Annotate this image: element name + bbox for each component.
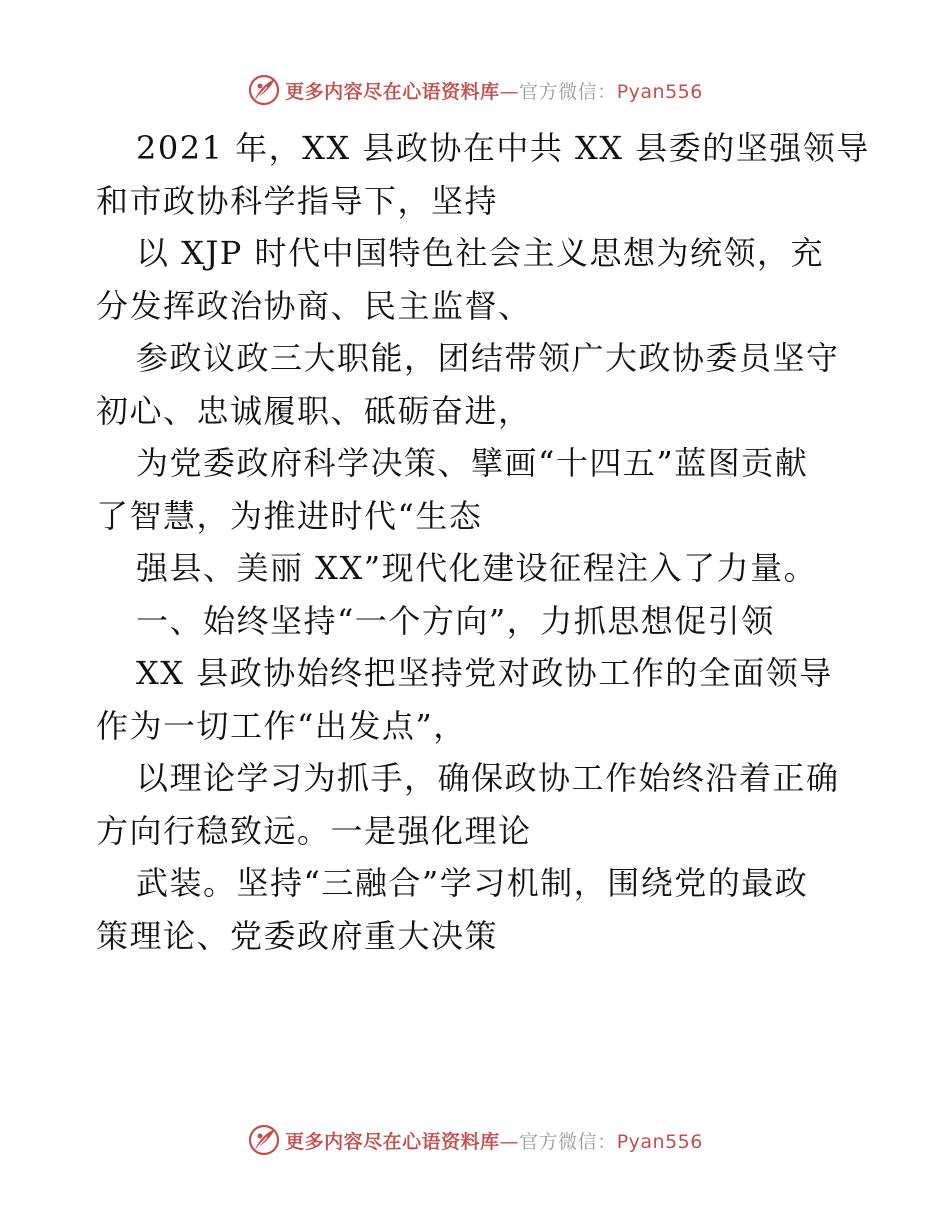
header-banner: [0, 70, 950, 110]
header-banner-wechat-id: Pyan556: [616, 80, 703, 103]
text-line: 分发挥政治协商、民主监督、: [96, 286, 532, 325]
header-banner-main: 更多内容尽在心语资料库: [285, 80, 500, 103]
text-line: 武装。坚持“三融合”学习机制，围绕党的最政: [136, 864, 809, 902]
footer-banner-wechat-label: 官方微信：: [519, 1130, 617, 1153]
footer-banner-text: [285, 1127, 703, 1154]
document-body: [96, 122, 876, 962]
text-line: 以 XJP 时代中国特色社会主义思想为统领，充: [136, 234, 824, 272]
text-line: 为党委政府科学决策、擘画“十四五”蓝图贡献: [136, 444, 809, 482]
quill-pen-logo-icon: [247, 73, 281, 107]
section-heading: 一、始终坚持“一个方向”，力抓思想促引领: [136, 601, 775, 640]
text-line: 和市政协科学指导下，坚持: [96, 181, 499, 220]
text-line: 参政议政三大职能，团结带领广大政协委员坚守: [136, 339, 840, 377]
text-line: 强县、美丽 XX”现代化建设征程注入了力量。: [136, 549, 818, 587]
text-line: 方向行稳致远。一是强化理论: [96, 811, 532, 850]
text-line: 作为一切工作“出发点”，: [96, 706, 467, 745]
footer-banner-main: 更多内容尽在心语资料库: [285, 1130, 500, 1153]
text-line: 以理论学习为抓手，确保政协工作始终沿着正确: [136, 759, 840, 797]
header-banner-text: [285, 77, 703, 104]
footer-banner-dash: —: [499, 1130, 520, 1153]
header-banner-wechat-label: 官方微信：: [519, 80, 617, 103]
text-line: XX 县政协始终把坚持党对政协工作的全面领导: [136, 654, 833, 692]
text-line: 了智慧，为推进时代“生态: [96, 496, 483, 535]
text-line: 初心、忠诚履职、砥砺奋进，: [96, 391, 532, 430]
footer-banner: [0, 1120, 950, 1160]
text-line: 策理论、党委政府重大决策: [96, 916, 499, 955]
footer-banner-wechat-id: Pyan556: [616, 1130, 703, 1153]
quill-pen-logo-icon: [247, 1123, 281, 1157]
header-banner-dash: —: [499, 80, 520, 103]
text-line: 2021 年，XX 县政协在中共 XX 县委的坚强领导: [136, 129, 870, 167]
